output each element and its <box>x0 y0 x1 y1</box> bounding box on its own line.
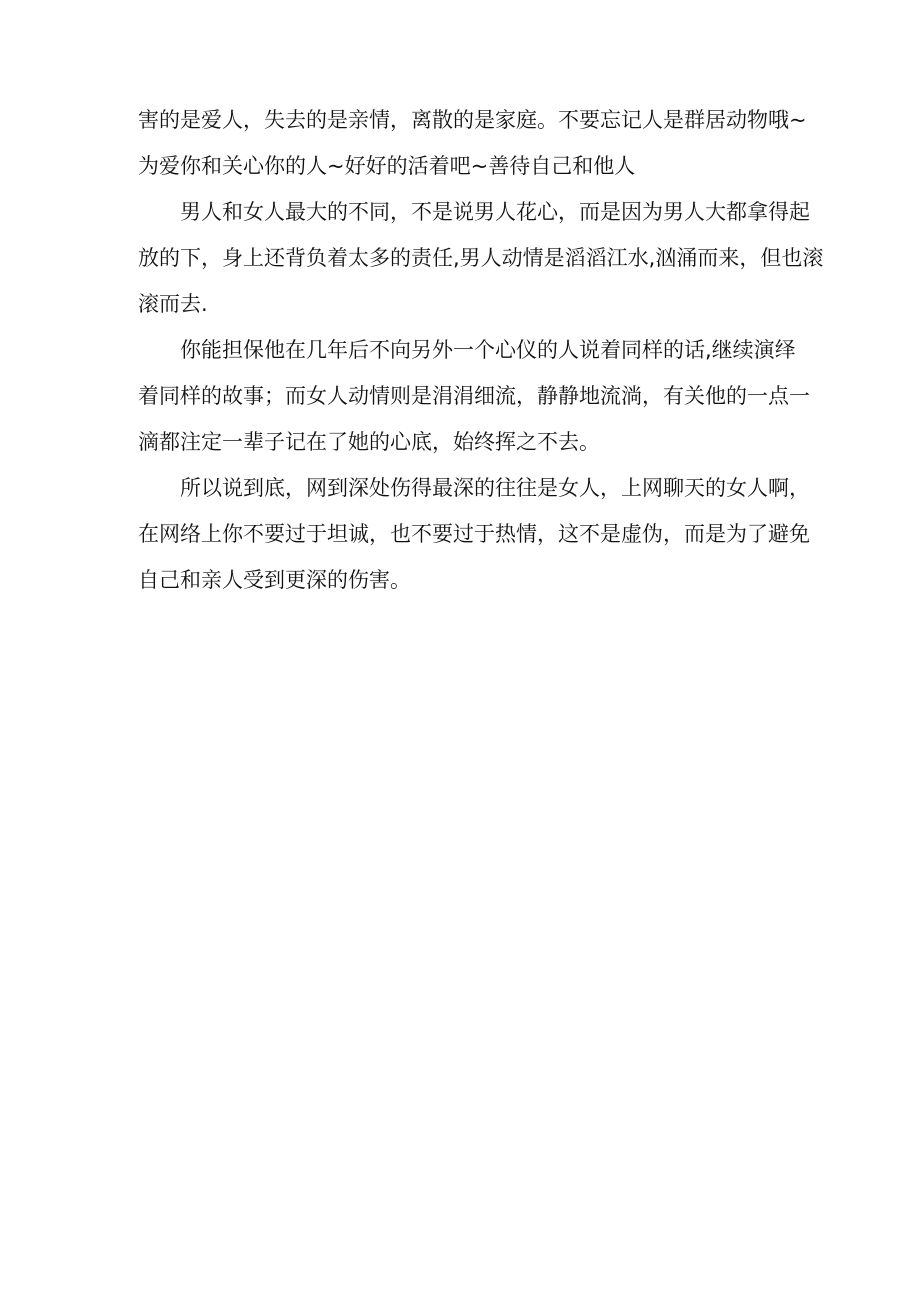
paragraph-4-line-1: 所以说到底，网到深处伤得最深的往往是女人，上网聊天的女人啊， <box>180 476 810 500</box>
paragraph-3-line-2: 着同样的故事；而女人动情则是涓涓细流，静静地流淌，有关他的一点一 <box>138 384 810 408</box>
paragraph-1-line-2: 为爱你和关心你的人~好好的活着吧~善待自己和他人 <box>138 154 636 178</box>
paragraph-1-line-1: 害的是爱人，失去的是亲情，离散的是家庭。不要忘记人是群居动物哦~ <box>138 108 807 132</box>
paragraph-3-line-1: 你能担保他在几年后不向另外一个心仪的人说着同样的话,继续演绎 <box>180 338 796 362</box>
paragraph-2-line-1: 男人和女人最大的不同，不是说男人花心，而是因为男人大都拿得起 <box>180 200 810 224</box>
document-body <box>138 97 824 603</box>
paragraph-3-line-3: 滴都注定一辈子记在了她的心底，始终挥之不去。 <box>138 430 600 454</box>
paragraph-2-line-3: 滚而去. <box>138 292 208 316</box>
paragraph-2-line-2: 放的下，身上还背负着太多的责任,男人动情是滔滔江水,汹涌而来，但也滚 <box>138 246 824 270</box>
paragraph-4-line-3: 自己和亲人受到更深的伤害。 <box>138 568 411 592</box>
paragraph-4-line-2: 在网络上你不要过于坦诚，也不要过于热情，这不是虚伪，而是为了避免 <box>138 522 810 546</box>
